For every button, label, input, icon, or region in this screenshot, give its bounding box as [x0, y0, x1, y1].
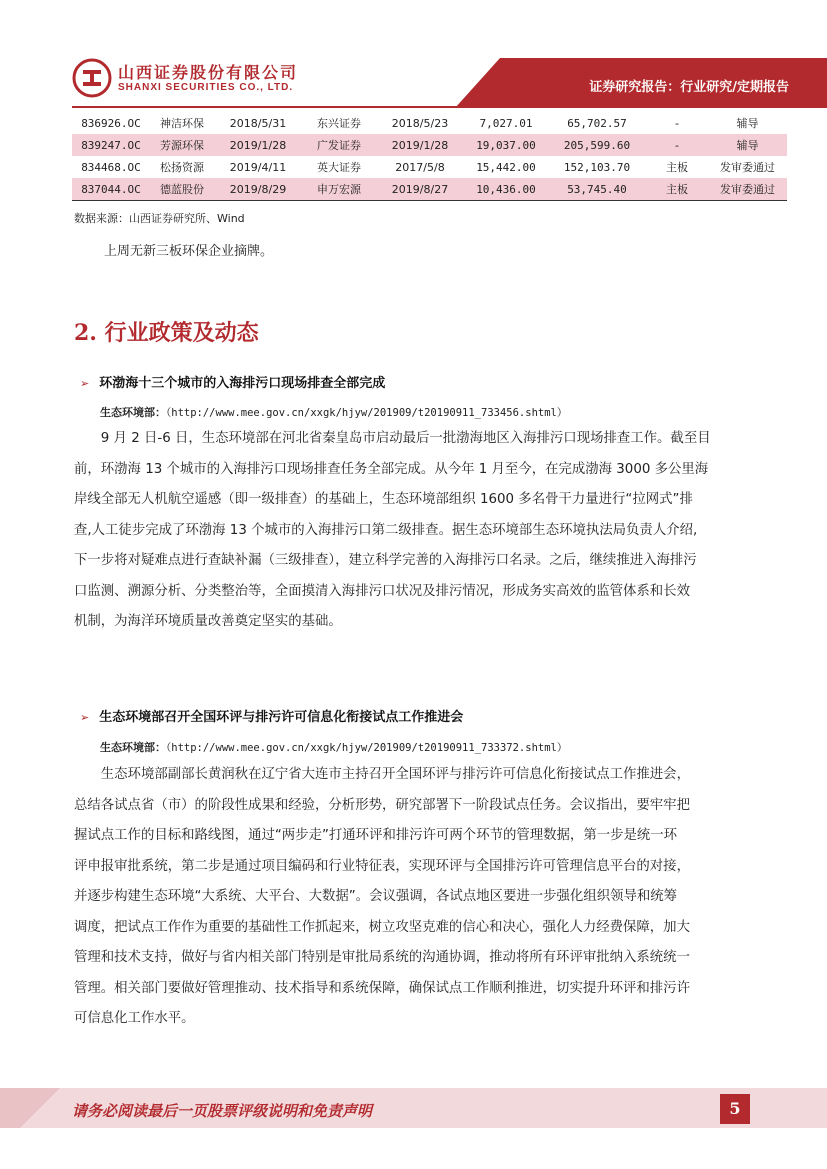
paragraph-line: 前，环渤海 13 个城市的入海排污口现场排查任务全部完成。从今年 1 月至今，在完成渤海 3000 多公里海: [74, 461, 709, 477]
table-cell: 15,442.00: [476, 160, 536, 174]
table-cell: 主板: [666, 161, 688, 174]
table-cell: 松扬资源: [160, 161, 204, 174]
paragraph-line: 评申报审批系统，第二步是通过项目编码和行业特征表，实现环评与全国排污许可管理信息平台的对接，: [74, 858, 690, 874]
paragraph-line: 管理和技术支持，做好与省内相关部门特别是审批局系统的沟通协调，推动将所有环评审批纳入系统统一: [74, 950, 690, 965]
table-cell: 205,599.60: [548, 134, 646, 156]
news-body-2: [74, 760, 754, 1035]
table-cell: 2019/1/28: [376, 134, 464, 156]
table-cell: 发审委通过: [708, 178, 787, 201]
paragraph-line: 9 月 2 日-6 日，生态环境部在河北省秦皇岛市启动最后一批渤海地区入海排污口现场排查工作。截至目: [74, 431, 711, 446]
report-type-title: 证券研究报告：行业研究/定期报告: [589, 80, 789, 95]
company-name-en: SHANXI SECURITIES CO., LTD.: [118, 82, 294, 93]
paragraph-line: 可信息化工作水平。: [74, 1011, 195, 1026]
page-header: [0, 0, 827, 110]
table-cell: 辅导: [708, 134, 787, 156]
table-cell: 东兴证券: [317, 117, 361, 130]
table-cell: 839247.OC: [72, 134, 150, 156]
table-row: [72, 134, 787, 156]
table-cell: 65,702.57: [567, 116, 627, 130]
table-source-note: 数据来源：山西证券研究所、Wind: [74, 212, 245, 225]
table-row: [72, 112, 787, 134]
paragraph-line: 总结各试点省（市）的阶段性成果和经验，分析形势，研究部署下一阶段试点任务。会议指出，要牢牢把: [74, 797, 690, 813]
source-label: 生态环境部：: [100, 406, 166, 419]
company-name-cn: 山西证券股份有限公司: [118, 63, 299, 82]
table-cell: 2018/5/31: [229, 116, 287, 130]
news-body-1: [74, 424, 754, 638]
paragraph-line: 握试点工作的目标和路线图，通过“两步走”打通环评和排污许可两个环节的管理数据，第一步是统一环: [74, 828, 678, 843]
table-cell: 53,745.40: [548, 178, 646, 201]
news-source-1: [100, 404, 567, 420]
headline-text: 环渤海十三个城市的入海排污口现场排查全部完成: [99, 376, 386, 391]
page-number: 5: [720, 1094, 750, 1124]
paragraph-line: 生态环境部副部长黄润秋在辽宁省大连市主持召开全国环评与排污许可信息化衔接试点工作推进会，: [74, 767, 690, 782]
table-cell: 10,436.00: [464, 178, 548, 201]
table-cell: 德蓝股份: [150, 178, 214, 201]
table-cell: 2017/5/8: [395, 160, 445, 174]
footer-disclaimer: 请务必阅读最后一页股票评级说明和免责声明: [72, 1102, 373, 1120]
table-cell: 发审委通过: [720, 161, 775, 174]
table-cell: 2019/8/27: [376, 178, 464, 201]
paragraph-line: 口监测、溯源分析、分类整治等，全面摸清入海排污口状况及排污情况，形成务实高效的监管体系和长效: [74, 583, 690, 599]
table-cell: 834468.OC: [81, 160, 141, 174]
table-cell: 19,037.00: [464, 134, 548, 156]
table-cell: -: [675, 116, 679, 130]
paragraph-line: 机制，为海洋环境质量改善奠定坚实的基础。: [74, 614, 342, 629]
table-cell: 2019/1/28: [214, 134, 302, 156]
paragraph-line: 岸线全部无人机航空遥感（即一级排查）的基础上，生态环境部组织 1600 多名骨干力量进行“拉网式”排: [74, 492, 693, 507]
paragraph-line: 下一步将对疑难点进行查缺补漏（三级排查），建立科学完善的入海排污口名录。之后，继续推进入海排污: [74, 553, 697, 568]
news-headline-1: [80, 372, 385, 391]
table-cell: 836926.OC: [81, 116, 141, 130]
paragraph-line: 管理。相关部门要做好管理推动、技术指导和系统保障，确保试点工作顺利推进，切实提升环评和排污许: [74, 980, 690, 996]
table-cell: 2019/4/11: [229, 160, 287, 174]
header-divider: [72, 106, 790, 108]
table-cell: 神洁环保: [160, 117, 204, 130]
headline-text: 生态环境部召开全国环评与排污许可信息化衔接试点工作推进会: [99, 710, 464, 725]
bullet-arrow-icon: ➢: [80, 377, 90, 390]
table-cell: 申万宏源: [302, 178, 376, 201]
source-link[interactable]: （http://www.mee.gov.cn/xxgk/hjyw/201909/t20190911_733372.shtml）: [166, 742, 568, 754]
table-cell: 辅导: [736, 117, 759, 130]
section-title: 2. 行业政策及动态: [74, 320, 259, 346]
table-cell: 7,027.01: [479, 116, 533, 130]
company-logo-icon: [72, 58, 112, 98]
table-cell: 152,103.70: [563, 160, 631, 174]
ipo-progress-table: [72, 112, 787, 201]
table-cell: 2019/8/29: [214, 178, 302, 201]
paragraph-line: 查,人工徒步完成了环渤海 13 个城市的入海排污口第二级排查。据生态环境部生态环境执法局负责人介绍,: [74, 522, 698, 538]
table-row: [72, 156, 787, 178]
paragraph-line: 调度，把试点工作作为重要的基础性工作抓起来，树立攻坚克难的信心和决心，强化人力经费保障，加大: [74, 919, 690, 935]
source-link[interactable]: （http://www.mee.gov.cn/xxgk/hjyw/201909/t20190911_733456.shtml）: [166, 407, 568, 419]
table-cell: 芳源环保: [150, 134, 214, 156]
table-cell: 837044.OC: [72, 178, 150, 201]
news-headline-2: [80, 706, 463, 725]
table-cell: 英大证券: [317, 161, 361, 174]
table-row: [72, 178, 787, 201]
news-source-2: [100, 739, 567, 755]
table-cell: 2018/5/23: [391, 116, 449, 130]
delist-note: 上周无新三板环保企业摘牌。: [104, 244, 274, 259]
paragraph-line: 并逐步构建生态环境“大系统、大平台、大数据”。会议强调，各试点地区要进一步强化组织领导和统筹: [74, 889, 678, 904]
table-cell: 主板: [646, 178, 708, 201]
bullet-arrow-icon: ➢: [80, 711, 90, 724]
source-label: 生态环境部：: [100, 741, 166, 754]
table-cell: 广发证券: [302, 134, 376, 156]
table-cell: -: [646, 134, 708, 156]
